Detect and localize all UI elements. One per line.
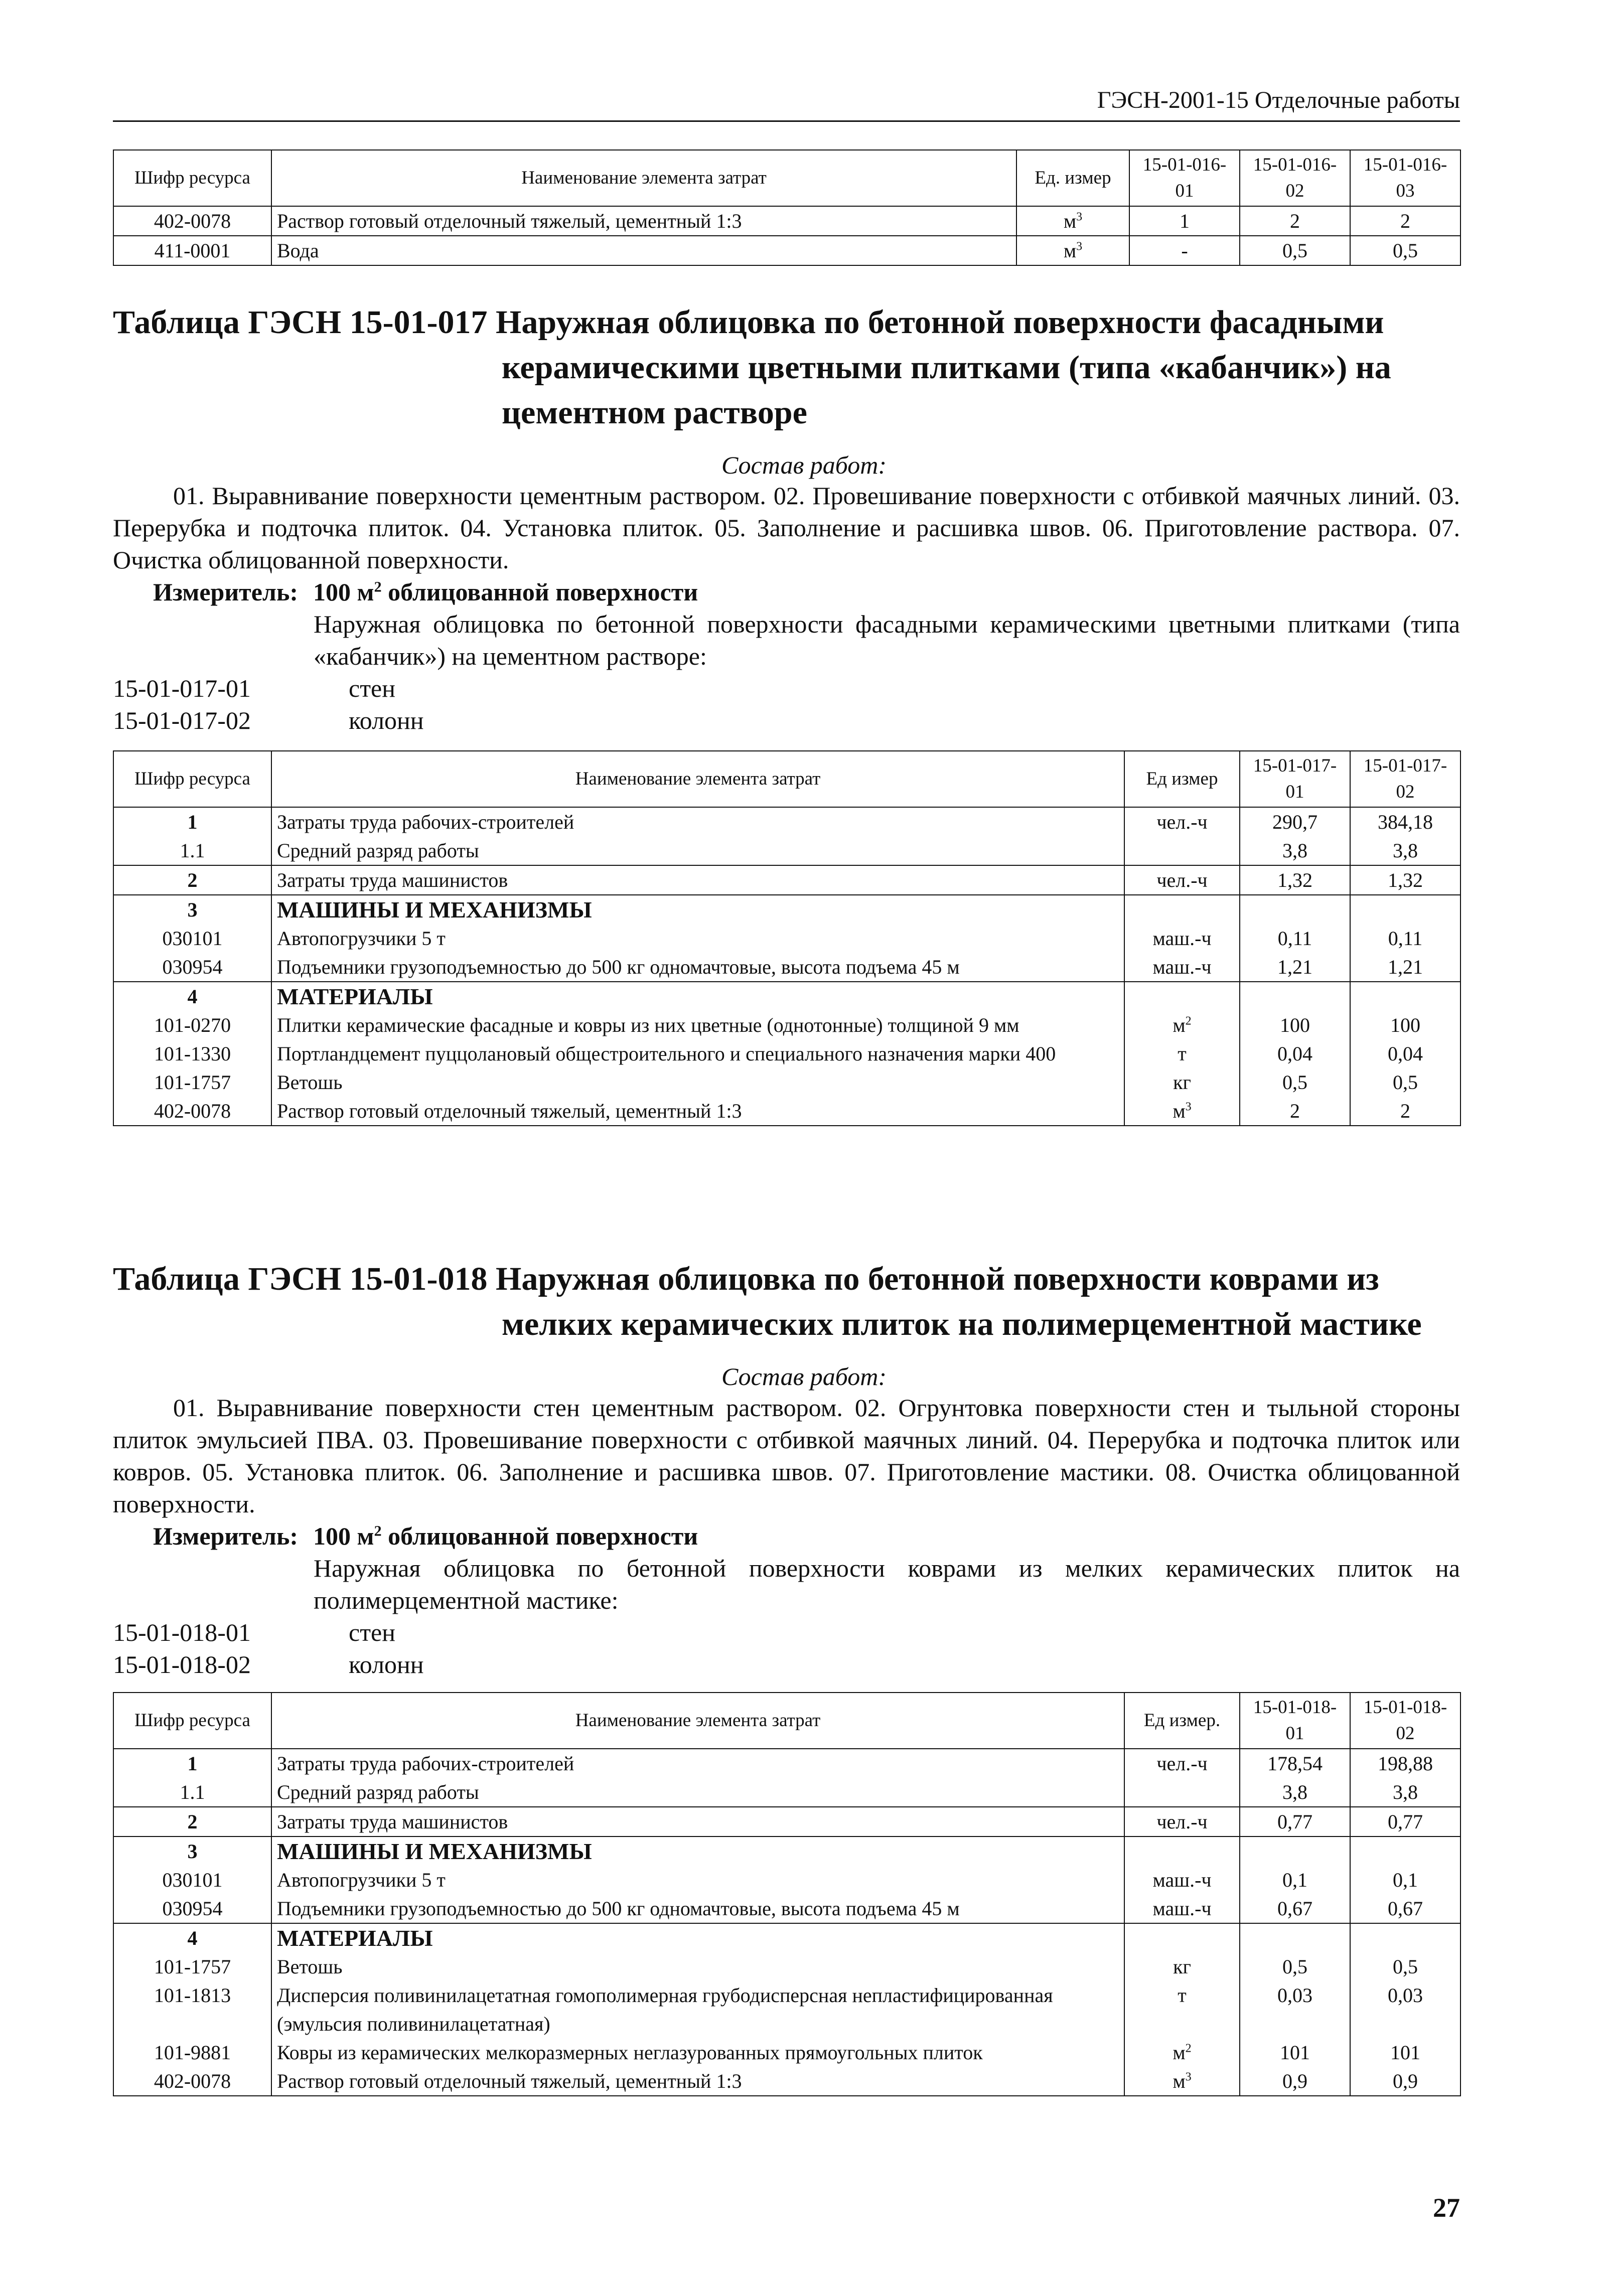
cell-value: 3,8 — [1240, 1778, 1350, 1807]
cell-value: 0,03 — [1240, 1981, 1350, 2038]
cell-value: 100 — [1350, 1011, 1460, 1039]
measurer-value: 100 $м^2$ облицованной поверхности — [313, 1522, 698, 1550]
cell-value: 2 — [1350, 1097, 1460, 1126]
section-heading: МАШИНЫ И МЕХАНИЗМЫ — [271, 1836, 1124, 1866]
page-number: 27 — [1433, 2193, 1460, 2223]
cell-unit: $м^3$ — [1016, 236, 1129, 265]
col-header-norm-3: 15-01-016-03 — [1350, 150, 1460, 206]
cell-code: 030101 — [113, 1866, 271, 1894]
cell-code: 101-1757 — [113, 1068, 271, 1097]
cell-value: 101 — [1240, 2038, 1350, 2067]
norm-code: 15-01-017-01 — [113, 674, 251, 702]
table-row — [113, 953, 1460, 982]
cell-value: 0,1 — [1240, 1866, 1350, 1894]
cell-name: Плитки керамические фасадные и ковры из них цветные (однотонные) толщиной 9 мм — [271, 1011, 1124, 1039]
table-row — [113, 807, 1460, 836]
cell-unit: т — [1124, 1039, 1240, 1068]
section-heading: МАШИНЫ И МЕХАНИЗМЫ — [271, 895, 1124, 924]
resource-table-017 — [113, 750, 1461, 1126]
table-row — [113, 1749, 1460, 1778]
title-line: Наружная облицовка по бетонной поверхности фасадными — [496, 304, 1384, 341]
works-heading: Состав работ: — [721, 451, 887, 479]
cell-name: Раствор готовый отделочный тяжелый, цементный 1:3 — [271, 206, 1016, 236]
running-header — [113, 80, 1460, 122]
cell-value: 198,88 — [1350, 1749, 1460, 1778]
cell-name: Ветошь — [271, 1952, 1124, 1981]
title-line: цементном растворе — [502, 394, 807, 431]
cell-name: Дисперсия поливинилацетатная гомополимерная грубодисперсная непластифицированная (эмульсия поливинилацетатная) — [271, 1981, 1124, 2038]
cell-value: 0,5 — [1240, 1068, 1350, 1097]
cell-code: 101-1757 — [113, 1952, 271, 1981]
title-prefix: Таблица ГЭСН 15-01-018 — [113, 1261, 496, 1297]
table-row — [113, 836, 1460, 865]
table-row — [113, 895, 1460, 924]
cell-unit: чел.-ч — [1124, 807, 1240, 836]
cell-value: 178,54 — [1240, 1749, 1350, 1778]
table-header-row — [113, 150, 1460, 206]
col-header-code: Шифр ресурса — [113, 150, 271, 206]
table-row — [113, 1894, 1460, 1923]
cell-code: 1.1 — [113, 836, 271, 865]
table-row — [113, 2038, 1460, 2067]
cell-code: 101-0270 — [113, 1011, 271, 1039]
table-row — [113, 1952, 1460, 1981]
table-row — [113, 1836, 1460, 1866]
cell-name: Раствор готовый отделочный тяжелый, цементный 1:3 — [271, 2067, 1124, 2096]
resource-table-016 — [113, 149, 1461, 266]
table-header-row — [113, 1693, 1460, 1749]
cell-value: 1,32 — [1240, 865, 1350, 895]
cell-code: 1.1 — [113, 1778, 271, 1807]
cell-code: 101-1813 — [113, 1981, 271, 2038]
cell-value: 2 — [1350, 206, 1460, 236]
cell-code: 3 — [113, 1836, 271, 1866]
table-row — [113, 1097, 1460, 1126]
cell-value: 1,21 — [1350, 953, 1460, 982]
cell-unit: чел.-ч — [1124, 1807, 1240, 1836]
cell-value: 101 — [1350, 2038, 1460, 2067]
cell-code: 1 — [113, 807, 271, 836]
cell-code: 101-1330 — [113, 1039, 271, 1068]
cell-value: 2 — [1240, 1097, 1350, 1126]
norm-description: Наружная облицовка по бетонной поверхности коврами из мелких керамических плиток на полимерцементной мастике: — [314, 1554, 1460, 1614]
norm-description: Наружная облицовка по бетонной поверхности фасадными керамическими цветными плитками (типа «кабанчик») на цементном растворе: — [314, 610, 1460, 670]
cell-value: 100 — [1240, 1011, 1350, 1039]
cell-code: 4 — [113, 982, 271, 1011]
title-line: Наружная облицовка по бетонной поверхности коврами из — [496, 1261, 1379, 1297]
col-header-unit: Ед измер — [1124, 751, 1240, 807]
cell-name: Автопогрузчики 5 т — [271, 1866, 1124, 1894]
cell-value: 2 — [1240, 206, 1350, 236]
cell-name: Затраты труда машинистов — [271, 865, 1124, 895]
cell-code: 402-0078 — [113, 1097, 271, 1126]
table-row — [113, 1039, 1460, 1068]
works-description: 01. Выравнивание поверхности цементным раствором. 02. Провешивание поверхности с отбивкой маячных линий. 03. Перерубка и подточка плиток. 04. Установка плиток. 05. Заполнение и расшивка швов. 06. Приготовление раствора. 07. Очистка облицованной поверхности. — [113, 482, 1460, 574]
cell-unit: $м^3$ — [1016, 206, 1129, 236]
norm-name: стен — [349, 1618, 395, 1646]
cell-unit — [1124, 1778, 1240, 1807]
cell-name: Раствор готовый отделочный тяжелый, цементный 1:3 — [271, 1097, 1124, 1126]
cell-unit: т — [1124, 1981, 1240, 2038]
col-header-norm-1: 15-01-017-01 — [1240, 751, 1350, 807]
cell-name: Портландцемент пуццолановый общестроительного и специального назначения марки 400 — [271, 1039, 1124, 1068]
col-header-norm-1: 15-01-016-01 — [1129, 150, 1240, 206]
col-header-norm-1: 15-01-018-01 — [1240, 1693, 1350, 1749]
cell-value: 0,9 — [1240, 2067, 1350, 2096]
col-header-name: Наименование элемента затрат — [271, 1693, 1124, 1749]
table-row — [113, 1068, 1460, 1097]
section-heading: МАТЕРИАЛЫ — [271, 1923, 1124, 1952]
table-row — [113, 865, 1460, 895]
cell-code: 030954 — [113, 953, 271, 982]
table-row — [113, 982, 1460, 1011]
norm-name: колонн — [349, 706, 424, 734]
table-row — [113, 1866, 1460, 1894]
resource-table-018 — [113, 1692, 1461, 2096]
col-header-norm-2: 15-01-018-02 — [1350, 1693, 1460, 1749]
measurer-value: 100 $м^2$ облицованной поверхности — [313, 578, 698, 606]
cell-value: 0,5 — [1240, 236, 1350, 265]
cell-value: 0,77 — [1350, 1807, 1460, 1836]
norm-code: 15-01-018-02 — [113, 1650, 251, 1678]
cell-value: 0,67 — [1350, 1894, 1460, 1923]
measurer-line — [153, 576, 698, 608]
running-header-text: ГЭСН-2001-15 Отделочные работы — [1097, 87, 1460, 113]
cell-unit: $м^3$ — [1124, 1097, 1240, 1126]
cell-name: Затраты труда машинистов — [271, 1807, 1124, 1836]
cell-value: 0,03 — [1350, 1981, 1460, 2038]
cell-value: 1,32 — [1350, 865, 1460, 895]
title-prefix: Таблица ГЭСН 15-01-017 — [113, 304, 496, 341]
norm-name: стен — [349, 674, 395, 702]
col-header-code: Шифр ресурса — [113, 751, 271, 807]
section-heading: МАТЕРИАЛЫ — [271, 982, 1124, 1011]
cell-value: 0,04 — [1350, 1039, 1460, 1068]
cell-value: 3,8 — [1350, 1778, 1460, 1807]
cell-unit: маш.-ч — [1124, 1894, 1240, 1923]
cell-unit: маш.-ч — [1124, 1866, 1240, 1894]
cell-code: 030954 — [113, 1894, 271, 1923]
cell-value: 290,7 — [1240, 807, 1350, 836]
cell-name: Затраты труда рабочих-строителей — [271, 1749, 1124, 1778]
measurer-label: Измеритель: — [153, 578, 299, 606]
col-header-name: Наименование элемента затрат — [271, 751, 1124, 807]
cell-value: 384,18 — [1350, 807, 1460, 836]
cell-value: 0,11 — [1240, 924, 1350, 953]
cell-code: 402-0078 — [113, 206, 271, 236]
cell-code: 2 — [113, 865, 271, 895]
cell-value: 0,5 — [1350, 1068, 1460, 1097]
table-row — [113, 1778, 1460, 1807]
title-line: керамическими цветными плитками (типа «кабанчик») на — [502, 349, 1391, 386]
norm-name: колонн — [349, 1650, 424, 1678]
col-header-unit: Ед измер. — [1124, 1693, 1240, 1749]
cell-unit: кг — [1124, 1068, 1240, 1097]
table-row — [113, 1923, 1460, 1952]
cell-code: 402-0078 — [113, 2067, 271, 2096]
norm-code: 15-01-018-01 — [113, 1618, 251, 1646]
cell-name: Затраты труда рабочих-строителей — [271, 807, 1124, 836]
cell-code: 3 — [113, 895, 271, 924]
works-heading: Состав работ: — [721, 1362, 887, 1391]
table-header-row — [113, 751, 1460, 807]
table-row — [113, 1807, 1460, 1836]
works-description: 01. Выравнивание поверхности стен цементным раствором. 02. Огрунтовка поверхности стен и тыльной стороны плиток эмульсией ПВА. 03. Провешивание поверхности с отбивкой маячных линий. 04. Перерубка и подточка плиток или ковров. 05. Установка плиток. 06. Заполнение и расшивка швов. 07. Приготовление мастики. 08. Очистка облицованной поверхности. — [113, 1394, 1460, 1518]
table-row — [113, 206, 1460, 236]
cell-unit: чел.-ч — [1124, 1749, 1240, 1778]
cell-name: Подъемники грузоподъемностью до 500 кг одномачтовые, высота подъема 45 м — [271, 953, 1124, 982]
cell-unit: маш.-ч — [1124, 924, 1240, 953]
cell-code: 2 — [113, 1807, 271, 1836]
col-header-code: Шифр ресурса — [113, 1693, 271, 1749]
cell-value: 3,8 — [1240, 836, 1350, 865]
cell-value: 3,8 — [1350, 836, 1460, 865]
cell-value: 1 — [1129, 206, 1240, 236]
section-title-018 — [113, 1257, 1468, 1347]
cell-value: 0,5 — [1240, 1952, 1350, 1981]
cell-unit: маш.-ч — [1124, 953, 1240, 982]
cell-code: 4 — [113, 1923, 271, 1952]
cell-name: Вода — [271, 236, 1016, 265]
cell-code: 1 — [113, 1749, 271, 1778]
table-row — [113, 236, 1460, 265]
cell-value: 0,11 — [1350, 924, 1460, 953]
cell-name: Ветошь — [271, 1068, 1124, 1097]
cell-unit: $м^3$ — [1124, 2067, 1240, 2096]
cell-value: 0,04 — [1240, 1039, 1350, 1068]
section-title-017 — [113, 300, 1468, 435]
cell-name: Средний разряд работы — [271, 836, 1124, 865]
cell-value: 0,9 — [1350, 2067, 1460, 2096]
cell-value: 0,67 — [1240, 1894, 1350, 1923]
cell-unit: кг — [1124, 1952, 1240, 1981]
cell-name: Подъемники грузоподъемностью до 500 кг одномачтовые, высота подъема 45 м — [271, 1894, 1124, 1923]
col-header-unit: Ед. измер — [1016, 150, 1129, 206]
cell-name: Ковры из керамических мелкоразмерных неглазурованных прямоугольных плиток — [271, 2038, 1124, 2067]
cell-code: 411-0001 — [113, 236, 271, 265]
cell-unit: $м^2$ — [1124, 1011, 1240, 1039]
table-row — [113, 1981, 1460, 2038]
cell-unit — [1124, 836, 1240, 865]
cell-code: 101-9881 — [113, 2038, 271, 2067]
cell-value: 0,5 — [1350, 236, 1460, 265]
cell-unit: чел.-ч — [1124, 865, 1240, 895]
col-header-norm-2: 15-01-017-02 — [1350, 751, 1460, 807]
col-header-norm-2: 15-01-016-02 — [1240, 150, 1350, 206]
title-line: мелких керамических плиток на полимерцементной мастике — [502, 1306, 1422, 1342]
table-row — [113, 1011, 1460, 1039]
norm-code: 15-01-017-02 — [113, 706, 251, 734]
cell-value: 0,1 — [1350, 1866, 1460, 1894]
col-header-name: Наименование элемента затрат — [271, 150, 1016, 206]
measurer-line — [153, 1520, 698, 1552]
cell-code: 030101 — [113, 924, 271, 953]
cell-value: - — [1129, 236, 1240, 265]
cell-name: Средний разряд работы — [271, 1778, 1124, 1807]
table-row — [113, 2067, 1460, 2096]
measurer-label: Измеритель: — [153, 1522, 299, 1550]
table-row — [113, 924, 1460, 953]
cell-name: Автопогрузчики 5 т — [271, 924, 1124, 953]
cell-value: 1,21 — [1240, 953, 1350, 982]
cell-value: 0,5 — [1350, 1952, 1460, 1981]
cell-unit: $м^2$ — [1124, 2038, 1240, 2067]
cell-value: 0,77 — [1240, 1807, 1350, 1836]
